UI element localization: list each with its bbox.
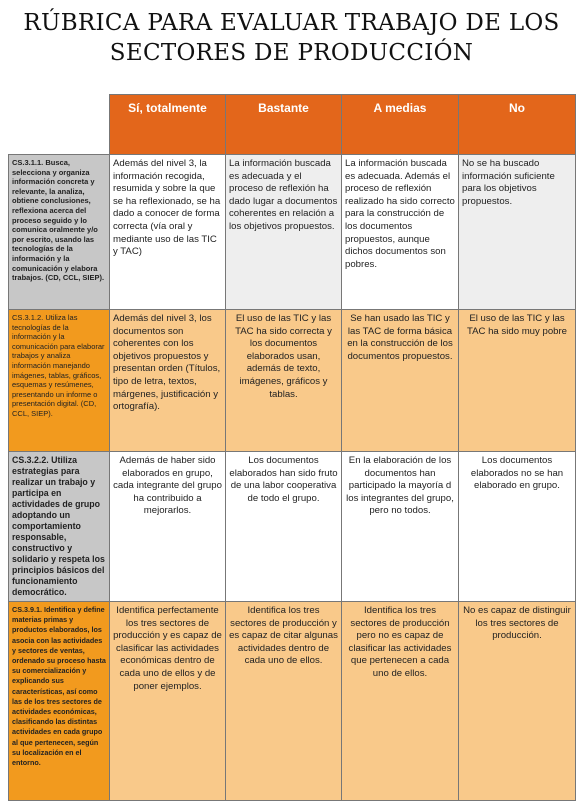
rubric-cell: El uso de las TIC y las TAC ha sido muy pobre — [459, 310, 576, 452]
criterion-cell: CS.3.9.1. Identifica y define materias primas y productos elaborados, los asocia con las actividades y sectores de ventas, ordenado su proceso hasta su comercialización y explicando sus características, así como las de los tres sectores de actividades económicas, clasificando las distintas actividades en cada grupo al que pertenecen, según su localización en el entorno. — [9, 602, 110, 801]
criterion-cell: CS.3.2.2. Utiliza estrategias para realizar un trabajo y participa en actividades de grupo adoptando un comportamiento responsable, constructivo y solidario y respeta los principios básicos del funcionamiento democrático. — [9, 452, 110, 602]
rubric-cell: Además del nivel 3, los documentos son coherentes con los objetivos propuestos y presentan orden (Títulos, tipo de letra, textos, márgenes, justificación y ortografía). — [110, 310, 226, 452]
table-row — [9, 155, 576, 310]
header-no: No — [459, 95, 576, 155]
rubric-cell: Identifica perfectamente los tres sectores de producción y es capaz de clasificar las actividades económicas dentro de cada uno de ellos y de poner ejemplos. — [110, 602, 226, 801]
rubric-cell: Además del nivel 3, la información recogida, resumida y sobre la que se ha reflexionado, se ha dado a conocer de forma correcta (vía oral y mediante uso de las TIC y TAC) — [110, 155, 226, 310]
header-corner — [9, 95, 110, 155]
header-si-totalmente: Sí, totalmente — [110, 95, 226, 155]
rubric-table — [8, 94, 576, 801]
title-line-1: RÚBRICA PARA EVALUAR TRABAJO DE LOS — [23, 10, 560, 36]
rubric-cell: Los documentos elaborados no se han elaborado en grupo. — [459, 452, 576, 602]
rubric-cell: Los documentos elaborados han sido fruto de una labor cooperativa de todo el grupo. — [226, 452, 342, 602]
rubric-cell: No se ha buscado información suficiente para los objetivos propuestos. — [459, 155, 576, 310]
rubric-cell: El uso de las TIC y las TAC ha sido correcta y los documentos elaborados usan, además de texto, imágenes, gráficos y tablas. — [226, 310, 342, 452]
table-row — [9, 602, 576, 801]
header-bastante: Bastante — [226, 95, 342, 155]
rubric-cell: No es capaz de distinguir los tres sectores de producción. — [459, 602, 576, 801]
rubric-cell: Identifica los tres sectores de producción y es capaz de citar algunas actividades dentro de cada uno de ellos. — [226, 602, 342, 801]
rubric-cell: Se han usado las TIC y las TAC de forma básica en la construcción de los documentos propuestos. — [342, 310, 459, 452]
table-row — [9, 310, 576, 452]
header-row — [9, 95, 576, 155]
table-row — [9, 452, 576, 602]
title-line-2: SECTORES DE PRODUCCIÓN — [109, 40, 474, 66]
criterion-cell: CS.3.1.2. Utiliza las tecnologías de la información y la comunicación para elaborar trabajos y analiza información manejando imágenes, tablas, gráficos, esquemas y resúmenes, presentando un informe o presentación digital. (CD, CCL, SIEP). — [9, 310, 110, 452]
rubric-cell: La información buscada es adecuada. Además el proceso de reflexión realizado ha sido correcto para la construcción de los documentos propuestos, aunque dichos documentos son pobres. — [342, 155, 459, 310]
rubric-cell: La información buscada es adecuada y el proceso de reflexión ha dado lugar a documentos coherentes en relación a los objetivos propuestos. — [226, 155, 342, 310]
header-a-medias: A medias — [342, 95, 459, 155]
page-title — [0, 8, 583, 68]
rubric-cell: Identifica los tres sectores de producción pero no es capaz de clasificar las actividades que pertenecen a cada uno de ellos. — [342, 602, 459, 801]
rubric-cell: En la elaboración de los documentos han participado la mayoría d los integrantes del grupo, pero no todos. — [342, 452, 459, 602]
criterion-cell: CS.3.1.1. Busca, selecciona y organiza información concreta y relevante, la analiza, obtiene conclusiones, reflexiona acerca del proceso seguido y lo comunica oralmente y/o por escrito, usando las tecnologías de la información y la comunicación y elabora trabajos. (CD, CCL, SIEP). — [9, 155, 110, 310]
rubric-cell: Además de haber sido elaborados en grupo, cada integrante del grupo ha contribuido a mejorarlos. — [110, 452, 226, 602]
